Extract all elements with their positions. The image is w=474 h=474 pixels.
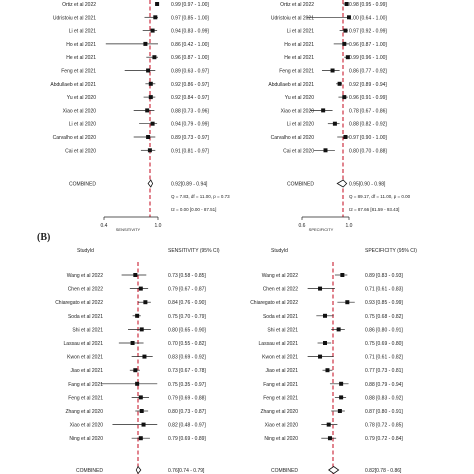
- a-specificity-study-label: Udristoiu et al 2021: [270, 15, 314, 22]
- a-specificity-point-estimate: [342, 95, 346, 99]
- a-sensitivity-point-estimate: [149, 82, 153, 86]
- a-specificity-point-estimate: [342, 42, 346, 46]
- a-sensitivity-heterogeneity-stat: I2 = 0.00 [0.00 - 87.51]: [171, 207, 217, 212]
- panel-b-label: (B): [37, 232, 51, 243]
- b-sensitivity-point-estimate: [139, 287, 143, 291]
- a-sensitivity-point-estimate: [146, 69, 150, 73]
- b-sensitivity-study-label: Chen et al 2022: [67, 286, 103, 293]
- b-sensitivity-value-label: 0.73 [0.67 - 0.78]: [168, 368, 206, 375]
- a-specificity-value-label: 1.00 [0.64 - 1.00]: [349, 15, 387, 22]
- a-specificity-heterogeneity-stat: Q = 89.17, df = 11.00, p = 0.00: [349, 194, 411, 199]
- a-sensitivity-point-estimate: [152, 55, 156, 59]
- b-sensitivity-point-estimate: [135, 314, 139, 318]
- b-sensitivity-value-label: 0.73 [0.58 - 0.85]: [168, 273, 206, 279]
- a-sensitivity-study-label: Li et al 2020: [68, 121, 96, 128]
- b-specificity-value-label: 0.75 [0.68 - 0.82]: [365, 313, 403, 320]
- a-specificity-point-estimate: [331, 69, 335, 73]
- b-specificity-value-label: 0.93 [0.85 - 0.99]: [365, 300, 403, 307]
- a-specificity-point-estimate: [333, 122, 337, 126]
- b-sensitivity-study-label: Feng et al 2021: [68, 395, 103, 402]
- b-specificity-point-estimate: [318, 287, 322, 291]
- b-sensitivity-pooled-diamond: [136, 467, 141, 474]
- a-sensitivity-point-estimate: [151, 29, 155, 33]
- b-sensitivity-point-estimate: [139, 395, 143, 399]
- b-sensitivity-point-estimate: [131, 341, 135, 345]
- b-specificity-value-label: 0.71 [0.61 - 0.83]: [365, 286, 403, 293]
- b-specificity-value-label: 0.88 [0.79 - 0.94]: [365, 381, 403, 388]
- b-sensitivity-study-label: Shi et al 2021: [72, 327, 103, 334]
- b-sensitivity-study-label: Xiao et al 2020: [69, 422, 103, 429]
- a-sensitivity-study-label: Carvalho et al 2020: [52, 135, 96, 141]
- b-sensitivity-combined-label: COMBINED: [76, 468, 103, 474]
- b-specificity-study-label: Xiao et al 2020: [264, 422, 298, 429]
- b-specificity-point-estimate: [323, 314, 327, 318]
- b-sensitivity-value-label: 0.80 [0.73 - 0.87]: [168, 409, 206, 415]
- b-sensitivity-point-estimate: [140, 409, 144, 413]
- a-specificity-study-label: Cai et al 2020: [283, 148, 314, 155]
- b-sensitivity-point-estimate: [142, 423, 146, 427]
- b-sensitivity-study-label: Fang et al 2021: [68, 381, 103, 388]
- a-specificity-study-label: He et al 2021: [284, 55, 314, 62]
- a-sensitivity-value-label: 0.96 [0.87 - 1.00]: [171, 55, 209, 62]
- b-sensitivity-point-estimate: [135, 382, 139, 386]
- b-sensitivity-value-label: 0.70 [0.55 - 0.82]: [168, 341, 206, 347]
- a-specificity-value-label: 0.78 [0.67 - 0.86]: [349, 108, 387, 115]
- b-sensitivity-point-estimate: [139, 436, 143, 440]
- a-sensitivity-value-label: 0.94 [0.83 - 0.99]: [171, 28, 209, 35]
- a-specificity-study-label: Ho et al 2021: [284, 41, 314, 48]
- a-sensitivity-value-label: 0.92 [0.84 - 0.97]: [171, 95, 209, 102]
- b-sensitivity-study-label: Wang et al 2022: [66, 273, 103, 279]
- b-specificity-header-value: SPECIFICITY (95% CI): [365, 248, 417, 254]
- b-specificity-point-estimate: [327, 423, 331, 427]
- a-sensitivity-pooled-value: 0.92[0.89 - 0.94]: [171, 181, 208, 188]
- a-sensitivity-value-label: 0.94 [0.79 - 0.99]: [171, 121, 209, 128]
- a-specificity-value-label: 0.97 [0.92 - 0.99]: [349, 28, 387, 35]
- a-sensitivity-point-estimate: [153, 15, 157, 19]
- a-sensitivity-x-tick-label: 1.0: [154, 223, 162, 229]
- b-sensitivity-value-label: 0.82 [0.48 - 0.97]: [168, 422, 206, 429]
- b-sensitivity-study-label: Chiaregato et al 2022: [55, 300, 103, 307]
- a-specificity-point-estimate: [324, 148, 328, 152]
- a-specificity-study-label: Abdullaeb et al 2021: [268, 81, 314, 88]
- a-sensitivity-study-label: Feng et al 2021: [61, 68, 96, 75]
- b-specificity-study-label: Chen et al 2022: [262, 286, 298, 293]
- b-specificity-point-estimate: [345, 300, 349, 304]
- b-specificity-study-label: Soda et al 2021: [262, 313, 298, 320]
- b-specificity-study-label: Fang et al 2021: [263, 381, 298, 388]
- a-sensitivity-value-label: 0.88 [0.73 - 0.96]: [171, 108, 209, 115]
- a-sensitivity-point-estimate: [148, 148, 152, 152]
- b-specificity-point-estimate: [339, 382, 343, 386]
- a-sensitivity-study-label: Udristoiu et al 2021: [52, 15, 96, 22]
- a-specificity-pooled-diamond: [337, 180, 346, 187]
- b-sensitivity-header-value: SENSITIVITY (95% CI): [168, 248, 220, 254]
- a-specificity-study-label: Ortiz et al 2022: [280, 2, 314, 8]
- a-specificity-value-label: 0.96 [0.87 - 1.00]: [349, 41, 387, 48]
- b-specificity-point-estimate: [337, 327, 341, 331]
- b-specificity-value-label: 0.71 [0.61 - 0.82]: [365, 354, 403, 361]
- b-specificity-study-label: Feng et al 2021: [263, 395, 298, 402]
- b-sensitivity-value-label: 0.80 [0.65 - 0.90]: [168, 327, 206, 334]
- b-specificity-value-label: 0.89 [0.83 - 0.93]: [365, 273, 403, 279]
- b-sensitivity-study-label: Lassau et al 2021: [63, 341, 103, 347]
- b-sensitivity-study-label: Jiao et al 2021: [70, 368, 103, 375]
- b-specificity-value-label: 0.87 [0.80 - 0.91]: [365, 409, 403, 415]
- a-specificity-heterogeneity-stat: I2 = 87.66 [81.59 - 93.43]: [349, 207, 400, 212]
- a-sensitivity-heterogeneity-stat: Q = 7.83, df = 11.00, p = 0.73: [171, 194, 230, 199]
- a-sensitivity-value-label: 0.99 [0.97 - 1.00]: [171, 2, 209, 8]
- a-specificity-x-tick-label: 1.0: [345, 223, 353, 229]
- a-specificity-study-label: Xiao et al 2020: [280, 108, 314, 115]
- b-specificity-value-label: 0.88 [0.83 - 0.92]: [365, 395, 403, 402]
- b-specificity-value-label: 0.75 [0.69 - 0.80]: [365, 341, 403, 347]
- b-sensitivity-study-label: Soda et al 2021: [67, 313, 103, 320]
- b-specificity-point-estimate: [328, 436, 332, 440]
- a-specificity-study-label: Yu et al 2020: [284, 95, 314, 102]
- b-sensitivity-value-label: 0.79 [0.67 - 0.87]: [168, 286, 206, 293]
- b-specificity-combined-label: COMBINED: [271, 468, 298, 474]
- a-specificity-study-label: Feng et al 2021: [279, 68, 314, 75]
- a-sensitivity-combined-label: COMBINED: [69, 181, 96, 188]
- a-specificity-study-label: Li et al 2020: [286, 121, 314, 128]
- b-specificity-pooled-diamond: [329, 467, 339, 474]
- a-specificity-x-axis-label: SPECIFICITY: [308, 227, 334, 232]
- b-sensitivity-value-label: 0.75 [0.35 - 0.97]: [168, 381, 206, 388]
- b-sensitivity-value-label: 0.84 [0.76 - 0.90]: [168, 300, 206, 307]
- a-specificity-point-estimate: [343, 135, 347, 139]
- a-specificity-value-label: 0.98 [0.95 - 0.99]: [349, 2, 387, 8]
- a-specificity-study-label: Carvalho et al 2020: [270, 135, 314, 141]
- b-specificity-point-estimate: [323, 341, 327, 345]
- a-sensitivity-point-estimate: [146, 135, 150, 139]
- b-sensitivity-value-label: 0.79 [0.69 - 0.89]: [168, 436, 206, 443]
- b-specificity-study-label: Jiao et al 2021: [265, 368, 298, 375]
- a-specificity-x-tick-label: 0.6: [298, 223, 306, 229]
- a-sensitivity-point-estimate: [143, 42, 147, 46]
- b-sensitivity-point-estimate: [142, 355, 146, 359]
- a-specificity-point-estimate: [338, 82, 342, 86]
- a-specificity-value-label: 0.96 [0.91 - 0.99]: [349, 95, 387, 102]
- a-sensitivity-study-label: He et al 2021: [66, 55, 96, 62]
- a-specificity-pooled-value: 0.95[0.90 - 0.98]: [349, 181, 386, 188]
- a-sensitivity-value-label: 0.86 [0.42 - 1.00]: [171, 41, 209, 48]
- b-sensitivity-point-estimate: [140, 327, 144, 331]
- b-specificity-point-estimate: [325, 368, 329, 372]
- a-sensitivity-study-label: Yu et al 2020: [66, 95, 96, 102]
- a-sensitivity-x-axis-label: SENSITIVITY: [115, 227, 141, 232]
- b-specificity-point-estimate: [339, 395, 343, 399]
- b-sensitivity-study-label: Kwon et al 2021: [67, 354, 103, 361]
- b-specificity-value-label: 0.78 [0.72 - 0.85]: [365, 422, 403, 429]
- a-specificity-value-label: 0.88 [0.82 - 0.92]: [349, 121, 387, 128]
- a-sensitivity-study-label: Xiao et al 2020: [62, 108, 96, 115]
- a-sensitivity-point-estimate: [145, 108, 149, 112]
- b-specificity-study-label: Wang et al 2022: [261, 273, 298, 279]
- a-specificity-combined-label: COMBINED: [287, 181, 314, 188]
- a-sensitivity-study-label: Cai et al 2020: [65, 148, 96, 155]
- a-specificity-value-label: 0.86 [0.77 - 0.92]: [349, 68, 387, 75]
- a-sensitivity-point-estimate: [149, 95, 153, 99]
- b-specificity-study-label: Kwon et al 2021: [262, 354, 298, 361]
- a-specificity-value-label: 0.80 [0.70 - 0.88]: [349, 148, 387, 155]
- b-sensitivity-value-label: 0.79 [0.69 - 0.88]: [168, 395, 206, 402]
- a-specificity-point-estimate: [343, 29, 347, 33]
- a-sensitivity-value-label: 0.92 [0.86 - 0.97]: [171, 81, 209, 88]
- b-specificity-value-label: 0.79 [0.72 - 0.84]: [365, 436, 403, 443]
- b-sensitivity-point-estimate: [133, 368, 137, 372]
- b-specificity-study-label: Chiaregato et al 2022: [250, 300, 298, 307]
- b-specificity-header-study: StudyId: [271, 248, 288, 254]
- a-specificity-value-label: 0.97 [0.90 - 1.00]: [349, 135, 387, 141]
- b-specificity-study-label: Ning et al 2020: [264, 436, 298, 443]
- a-sensitivity-x-tick-label: 0.4: [100, 223, 108, 229]
- b-specificity-point-estimate: [318, 355, 322, 359]
- b-sensitivity-study-label: Ning et al 2020: [69, 436, 103, 443]
- b-specificity-pooled-value: 0.82[0.78 - 0.86]: [365, 468, 402, 474]
- a-sensitivity-study-label: Abdullaeb et al 2021: [50, 81, 96, 88]
- b-sensitivity-point-estimate: [133, 273, 137, 277]
- b-sensitivity-point-estimate: [143, 300, 147, 304]
- b-specificity-value-label: 0.77 [0.73 - 0.81]: [365, 368, 403, 375]
- b-specificity-study-label: Shi et al 2021: [267, 327, 298, 334]
- a-sensitivity-value-label: 0.89 [0.73 - 0.97]: [171, 135, 209, 141]
- a-sensitivity-value-label: 0.91 [0.81 - 0.97]: [171, 148, 209, 155]
- a-sensitivity-pooled-diamond: [148, 180, 153, 187]
- b-sensitivity-study-label: Zhang et al 2020: [65, 409, 103, 415]
- b-sensitivity-pooled-value: 0.76[0.74 - 0.79]: [168, 468, 205, 474]
- b-sensitivity-value-label: 0.83 [0.69 - 0.92]: [168, 354, 206, 361]
- a-sensitivity-point-estimate: [151, 122, 155, 126]
- a-sensitivity-value-label: 0.97 [0.85 - 1.00]: [171, 15, 209, 22]
- b-specificity-point-estimate: [340, 273, 344, 277]
- a-sensitivity-study-label: Ortiz et al 2022: [62, 2, 96, 8]
- a-specificity-point-estimate: [321, 108, 325, 112]
- a-sensitivity-study-label: Li et al 2021: [68, 28, 96, 35]
- a-sensitivity-value-label: 0.89 [0.63 - 0.97]: [171, 68, 209, 75]
- b-specificity-value-label: 0.86 [0.80 - 0.91]: [365, 327, 403, 334]
- b-sensitivity-value-label: 0.75 [0.70 - 0.79]: [168, 313, 206, 320]
- a-specificity-value-label: 0.92 [0.89 - 0.94]: [349, 81, 387, 88]
- b-specificity-point-estimate: [338, 409, 342, 413]
- a-sensitivity-study-label: Ho et al 2021: [66, 41, 96, 48]
- b-specificity-study-label: Zhang et al 2020: [260, 409, 298, 415]
- a-specificity-study-label: Li et al 2021: [286, 28, 314, 35]
- a-specificity-value-label: 0.99 [0.96 - 1.00]: [349, 55, 387, 62]
- a-sensitivity-point-estimate: [155, 2, 159, 6]
- b-sensitivity-header-study: StudyId: [77, 248, 94, 254]
- b-specificity-study-label: Lassau et al 2021: [258, 341, 298, 347]
